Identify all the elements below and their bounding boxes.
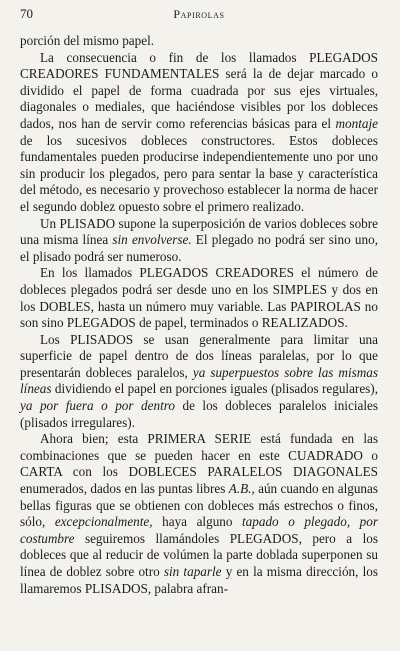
italic-text: A.B., (228, 481, 255, 497)
italic-text: excepcionalmente, (54, 514, 153, 530)
paragraph (20, 431, 378, 597)
text-run: El plegado no podrá ser sino uno, el plisado podrá ser numeroso. (20, 232, 378, 264)
text-run: Un PLISADO supone la superposición de varios dobleces sobre una misma línea (20, 215, 378, 248)
running-head: Papirolas (173, 7, 225, 21)
italic-text: sin taparle (163, 564, 222, 579)
page-number: 70 (20, 6, 33, 21)
italic-text: montaje (335, 115, 378, 131)
text-run: La consecuencia o fin de los llamados PLEGADOS CREADORES FUNDAMENTALES será la de dejar marcado o dividido el papel de forma cuadrada por sus ejes virtuales, diagonales o mediales, que haciéndose visibles por los dobleces dados, nos han de servir como referencias básicas para el (20, 49, 378, 131)
italic-text: ya por fuera o por dentro (20, 398, 175, 414)
body-text (20, 33, 378, 597)
italic-text: ya superpuestos sobre las mismas líneas (20, 364, 379, 397)
paragraph (20, 216, 378, 266)
italic-text: tapado o plegado, por costumbre (20, 514, 378, 546)
paragraph (20, 33, 378, 50)
text-run: Los PLISADOS se usan generalmente para limitar una superficie de papel dentro de dos líneas paralelas, por lo que presentarán dobleces paralelos, (20, 331, 378, 380)
text-run: haya alguno (152, 514, 243, 530)
text-run: seguiremos llamándoles PLEGADOS, pero a los dobleces que al reducir de volúmen la parte doblada superponen su línea de doblez sobre otro (20, 530, 378, 579)
text-run: y en la misma dirección, los llamaremos PLISADOS, palabra afran- (20, 564, 378, 596)
page-header (20, 6, 378, 26)
paragraph (20, 50, 378, 216)
text-run: de los sucesivos dobleces constructores. Estos dobleces fundamentales pueden producirse independientemente uno por uno sin producir los plegados, pero para sentar la base y característica del método, es necesario y provechoso establecer la norma de hacer el segundo doblez opuesto sobre el primero realizado. (20, 132, 378, 214)
paragraph (20, 265, 378, 331)
paragraph (20, 332, 378, 432)
text-run: En los llamados PLEGADOS CREADORES el número de dobleces plegados podrá ser desde uno en los SIMPLES y dos en los DOBLES, hasta un número muy variable. Las PAPIROLAS no son sino PLEGADOS de papel, terminados o REALIZADOS. (20, 265, 378, 331)
text-run: porción del mismo papel. (20, 33, 155, 48)
text-run: Ahora bien; esta PRIMERA SERIE está fundada en las combinaciones que se pueden hacer en este CUADRADO o CARTA con los DOBLECES PARALELOS DIAGONALES enumerados, dados en las puntas libres (20, 431, 378, 497)
text-run: de los dobleces paralelos iniciales (plisados irregulares). (20, 398, 378, 430)
italic-text: sin envolverse. (112, 232, 192, 248)
text-run: aún cuando en algunas bellas figuras que se obtienen con dobleces más estrechos o finos, sólo, (20, 481, 378, 530)
text-run: dividiendo el papel en porciones iguales (plisados regulares), (51, 381, 378, 397)
